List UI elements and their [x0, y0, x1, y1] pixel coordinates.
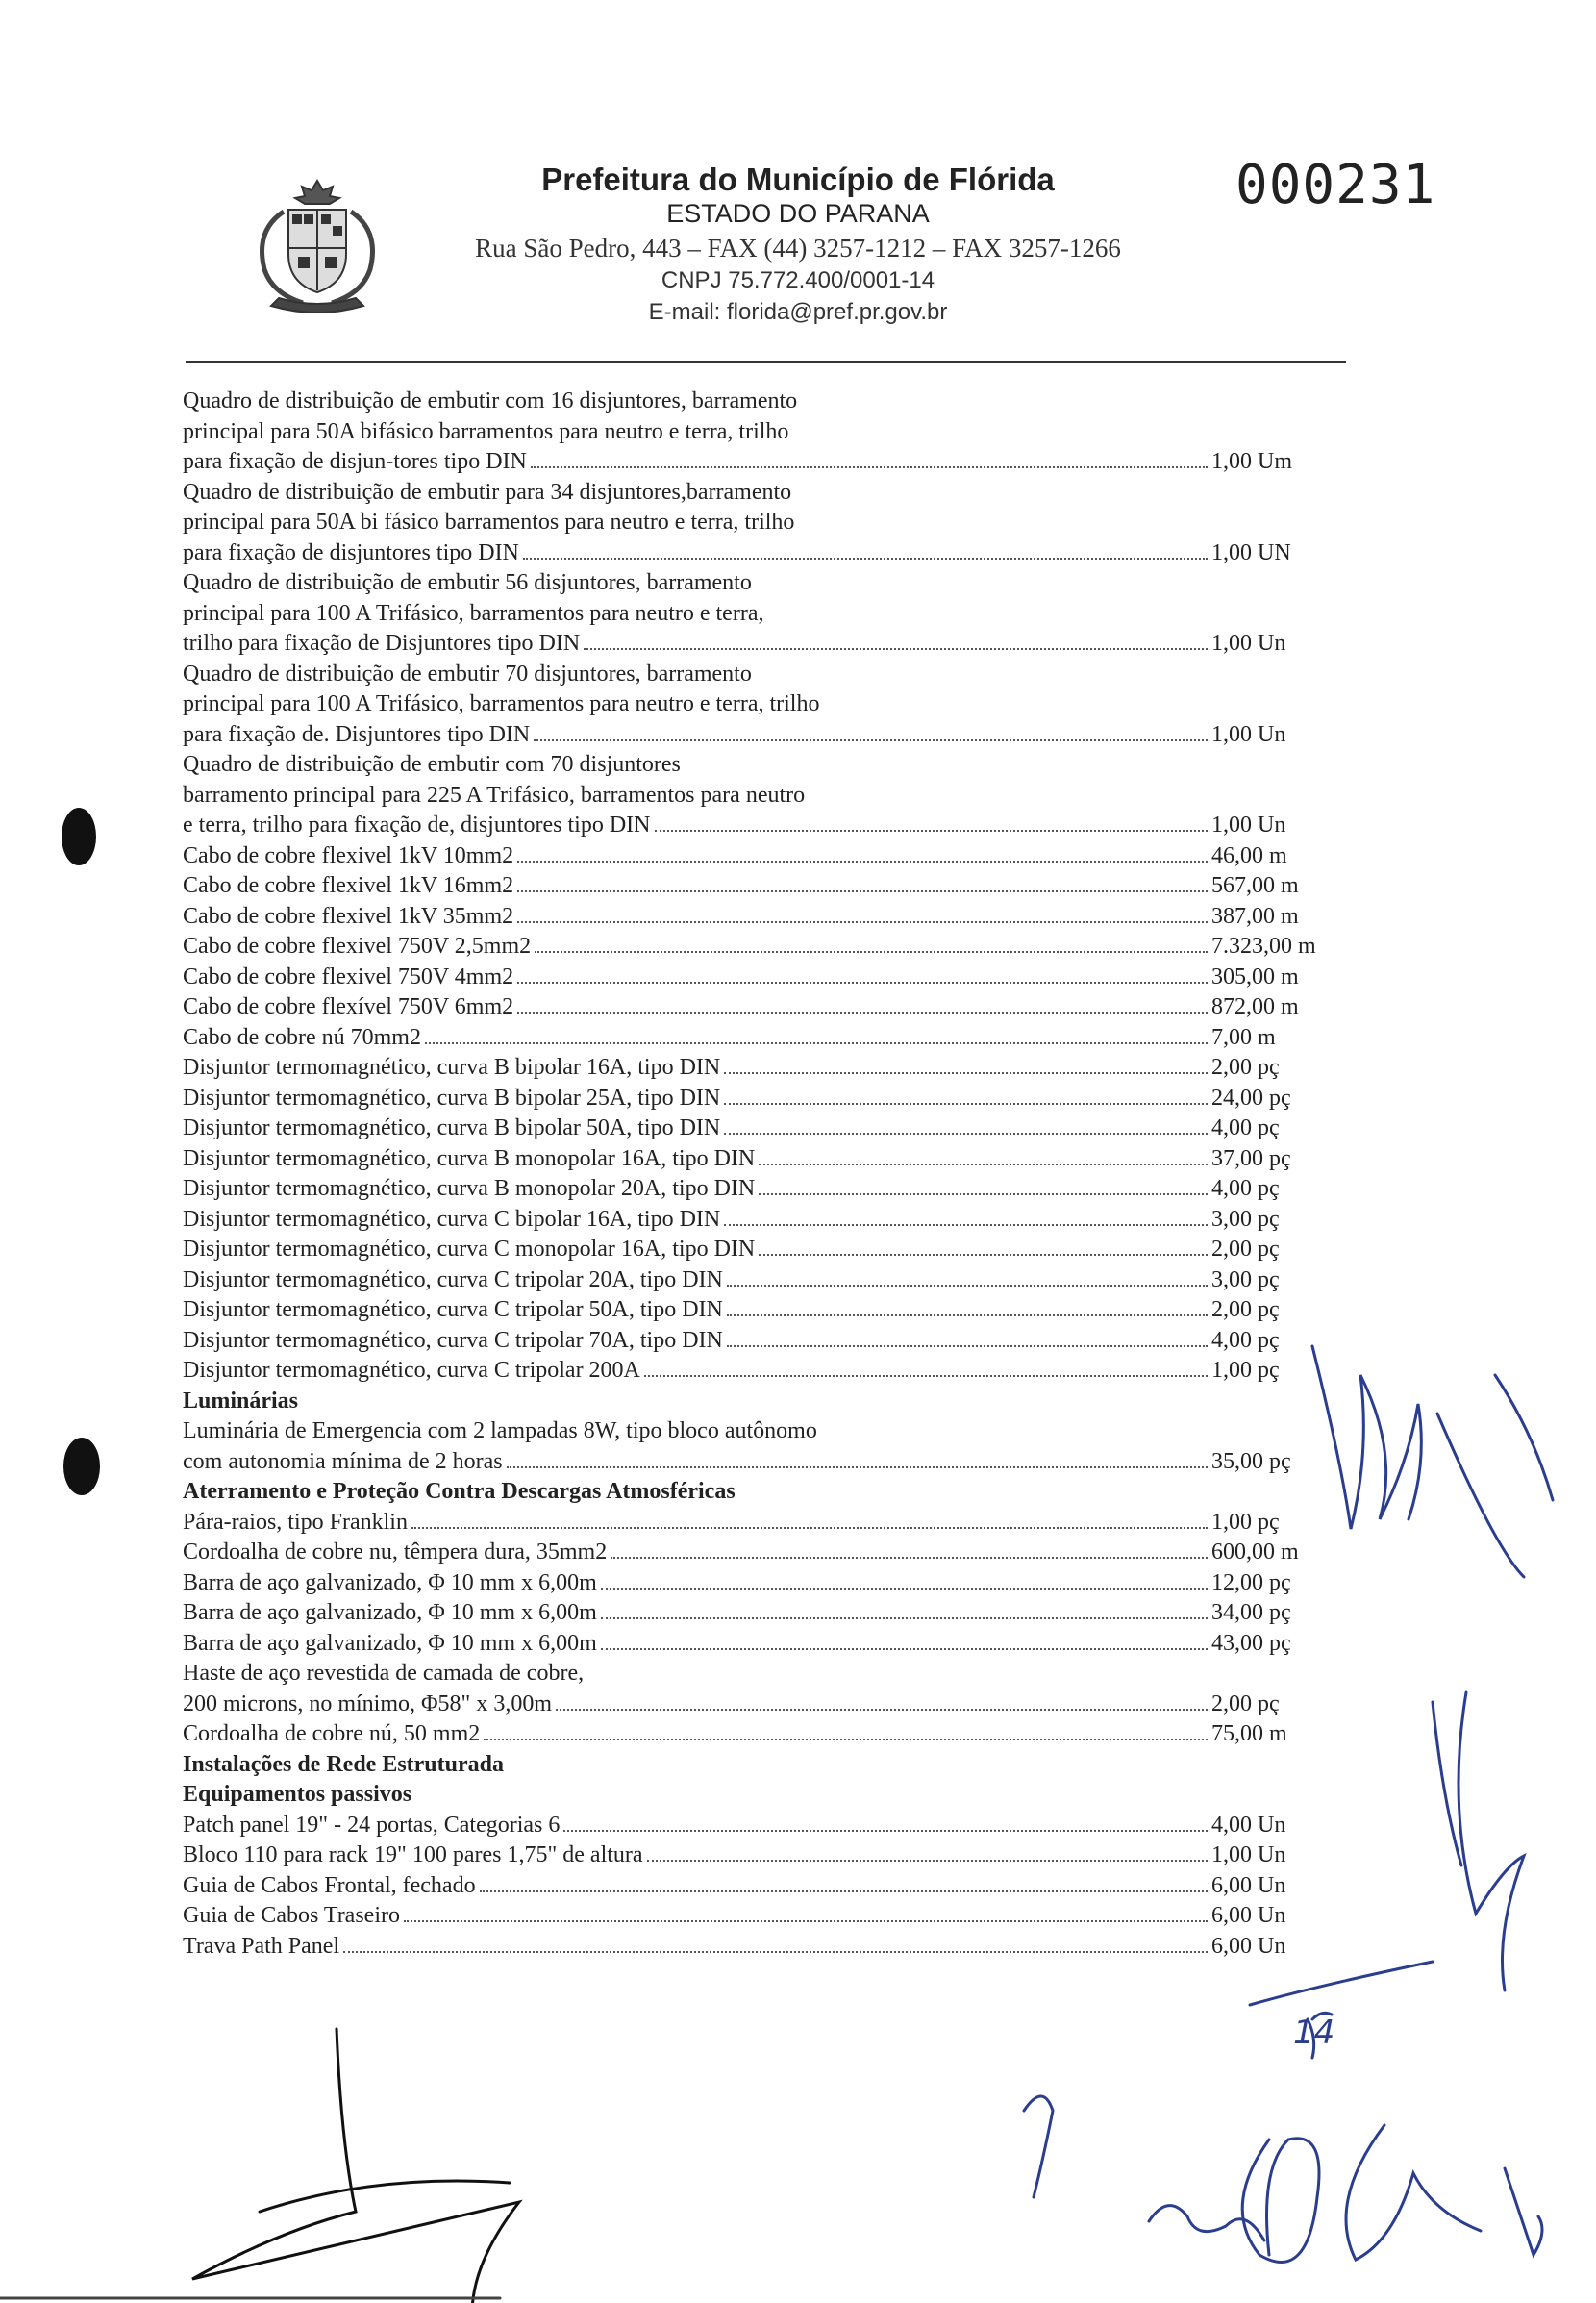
item-quantity: 3,00 pç: [1211, 1206, 1280, 1232]
list-item: [183, 1235, 1317, 1265]
item-text-line: Quadro de distribuição de embutir 70 disjuntores, barramento: [183, 661, 752, 687]
item-description: Bloco 110 para rack 19" 100 pares 1,75" de altura: [183, 1842, 643, 1867]
dotted-leader: [601, 1587, 1208, 1590]
list-item: [183, 1265, 1317, 1296]
header-address: Rua São Pedro, 443 – FAX (44) 3257-1212 – FAX 3257-1266: [475, 234, 1121, 263]
list-item: [183, 1205, 1317, 1236]
item-description: Trava Path Panel: [183, 1933, 340, 1959]
dotted-leader: [343, 1950, 1208, 1953]
signature-mark-3: [1149, 2206, 1264, 2240]
item-quantity: 1,00 Un: [1211, 813, 1286, 838]
item-description: para fixação de disjun-tores tipo DIN: [183, 449, 527, 474]
item-quantity: 75,00 m: [1211, 1721, 1287, 1746]
dotted-leader: [724, 1102, 1208, 1105]
item-text-line: Quadro de distribuição de embutir com 70 disjuntores: [183, 752, 681, 777]
list-item: [183, 1871, 1317, 1902]
item-description: Guia de Cabos Traseiro: [183, 1903, 400, 1928]
dotted-leader: [517, 1011, 1208, 1014]
item-description: Cabo de cobre flexível 750V 6mm2: [183, 994, 514, 1019]
dotted-leader: [601, 1647, 1208, 1650]
list-item: [183, 1356, 1317, 1387]
section-heading: Luminárias: [183, 1388, 299, 1414]
item-description: Cabo de cobre flexivel 1kV 35mm2: [183, 903, 514, 929]
item-list: [183, 387, 1317, 1962]
item-quantity: 567,00 m: [1211, 873, 1299, 898]
item-quantity: 4,00 pç: [1211, 1115, 1280, 1140]
dotted-leader: [727, 1314, 1208, 1316]
punch-hole-top-icon: [62, 808, 96, 865]
dotted-leader: [534, 738, 1208, 741]
item-description: Cordoalha de cobre nu, têmpera dura, 35mm2: [183, 1540, 608, 1565]
item-description: Disjuntor termomagnético, curva B bipolar 25A, tipo DIN: [183, 1085, 721, 1111]
list-item: [183, 1719, 1317, 1750]
dotted-leader: [759, 1253, 1208, 1256]
dotted-leader: [425, 1041, 1208, 1044]
dotted-leader: [647, 1859, 1208, 1862]
handwritten-folio-number: 14: [1293, 2014, 1335, 2052]
item-description: Cordoalha de cobre nú, 50 mm2: [183, 1721, 481, 1746]
dotted-leader: [644, 1374, 1208, 1377]
item-quantity: 1,00 UN: [1211, 539, 1291, 565]
item-text-line: principal para 50A bi fásico barramentos para neutro e terra, trilho: [183, 510, 795, 535]
municipal-crest-icon: [236, 173, 399, 317]
list-item: [183, 1023, 1317, 1054]
dotted-leader: [404, 1919, 1208, 1922]
dotted-leader: [727, 1344, 1208, 1347]
item-description: Disjuntor termomagnético, curva B bipolar 16A, tipo DIN: [183, 1055, 721, 1080]
dotted-leader: [517, 920, 1208, 923]
item-quantity: 12,00 pç: [1211, 1569, 1291, 1595]
item-quantity: 6,00 Un: [1211, 1933, 1286, 1959]
header-cnpj: CNPJ 75.772.400/0001-14: [661, 267, 935, 293]
item-description: para fixação de disjuntores tipo DIN: [183, 539, 519, 565]
list-item: [183, 1084, 1317, 1114]
item-quantity: 1,00 Un: [1211, 1842, 1286, 1867]
item-description: Cabo de cobre flexivel 750V 4mm2: [183, 964, 514, 989]
header-title: Prefeitura do Município de Flórida: [541, 162, 1055, 197]
dotted-leader: [484, 1738, 1208, 1740]
punch-hole-bottom-icon: [63, 1438, 100, 1495]
header-divider: [186, 361, 1346, 363]
list-item: [183, 1144, 1317, 1175]
section-heading: Instalações de Rede Estruturada: [183, 1751, 504, 1777]
list-item: [183, 1114, 1317, 1144]
signature-mark-4: [1505, 2168, 1542, 2255]
item-description: Disjuntor termomagnético, curva B monopolar 16A, tipo DIN: [183, 1145, 756, 1171]
dotted-leader: [584, 647, 1208, 650]
list-item: [183, 1690, 1317, 1720]
dotted-leader: [759, 1163, 1208, 1165]
item-quantity: 2,00 pç: [1211, 1690, 1280, 1716]
list-item: [183, 963, 1317, 993]
item-description: Disjuntor termomagnético, curva C tripolar 200A: [183, 1358, 640, 1383]
dotted-leader: [531, 465, 1208, 468]
item-quantity: 43,00 pç: [1211, 1630, 1291, 1656]
dotted-leader: [563, 1829, 1208, 1832]
item-quantity: 6,00 Un: [1211, 1872, 1286, 1898]
list-item: [183, 1568, 1317, 1599]
item-quantity: 7,00 m: [1211, 1024, 1276, 1050]
item-text-line: Haste de aço revestida de camada de cobre,: [183, 1661, 585, 1686]
item-text-line: Quadro de distribuição de embutir 56 disjuntores, barramento: [183, 570, 752, 595]
dotted-leader: [724, 1071, 1208, 1074]
item-text-line: Quadro de distribuição de embutir com 16 disjuntores, barramento: [183, 388, 798, 413]
item-description: Barra de aço galvanizado, Φ 10 mm x 6,00m: [183, 1569, 597, 1595]
dotted-leader: [535, 950, 1208, 953]
header-state: ESTADO DO PARANA: [666, 199, 930, 228]
item-description: Disjuntor termomagnético, curva C tripolar 70A, tipo DIN: [183, 1327, 723, 1353]
list-item: [183, 1629, 1317, 1660]
item-quantity: 37,00 pç: [1211, 1145, 1291, 1171]
item-quantity: 2,00 pç: [1211, 1297, 1280, 1322]
item-text-line: barramento principal para 225 A Trifásico, barramentos para neutro: [183, 782, 806, 808]
item-quantity: 4,00 Un: [1211, 1812, 1286, 1838]
list-item: [183, 720, 1317, 751]
page-number-stamp: 000231: [1235, 154, 1436, 216]
item-description: Cabo de cobre flexivel 1kV 10mm2: [183, 842, 514, 868]
signature-mark-2: [1346, 2125, 1481, 2260]
list-item: [183, 1598, 1317, 1629]
ledger-underline: [1250, 1962, 1433, 2005]
item-quantity: 305,00 m: [1211, 964, 1299, 989]
list-item: [183, 1326, 1317, 1357]
dotted-leader: [517, 889, 1208, 892]
item-text-line: principal para 100 A Trifásico, barramentos para neutro e terra, trilho: [183, 691, 820, 716]
item-description: Disjuntor termomagnético, curva C monopolar 16A, tipo DIN: [183, 1237, 756, 1262]
item-quantity: 7.323,00 m: [1211, 934, 1316, 959]
item-text-line: principal para 50A bifásico barramentos para neutro e terra, trilho: [183, 418, 789, 444]
item-text-line: Luminária de Emergencia com 2 lampadas 8W, tipo bloco autônomo: [183, 1418, 817, 1443]
section-heading: Aterramento e Proteção Contra Descargas Atmosféricas: [183, 1479, 736, 1504]
item-quantity: 600,00 m: [1211, 1540, 1299, 1565]
item-quantity: 1,00 Um: [1211, 449, 1292, 474]
item-description: Disjuntor termomagnético, curva C tripolar 20A, tipo DIN: [183, 1266, 723, 1292]
item-quantity: 4,00 pç: [1211, 1327, 1280, 1353]
signature-mark-5: [1024, 2096, 1053, 2197]
dotted-leader: [507, 1465, 1208, 1468]
list-item: [183, 1447, 1317, 1478]
list-item: [183, 1295, 1317, 1326]
dotted-leader: [517, 981, 1208, 984]
list-item: [183, 1538, 1317, 1568]
item-quantity: 1,00 pç: [1211, 1358, 1280, 1383]
item-text-line: principal para 100 A Trifásico, barramentos para neutro e terra,: [183, 600, 764, 626]
list-item: [183, 1840, 1317, 1871]
item-quantity: 4,00 pç: [1211, 1176, 1280, 1201]
header-email: E-mail: florida@pref.pr.gov.br: [648, 299, 948, 325]
item-description: Barra de aço galvanizado, Φ 10 mm x 6,00m: [183, 1600, 597, 1625]
item-description: Barra de aço galvanizado, Φ 10 mm x 6,00m: [183, 1630, 597, 1656]
list-item: [183, 447, 1317, 478]
dotted-leader: [601, 1616, 1208, 1619]
item-description: Disjuntor termomagnético, curva B bipolar 50A, tipo DIN: [183, 1115, 721, 1140]
dotted-leader: [517, 860, 1208, 863]
list-item: [183, 538, 1317, 569]
list-item: [183, 871, 1317, 902]
item-text-line: Quadro de distribuição de embutir para 34 disjuntores,barramento: [183, 479, 792, 505]
dotted-leader: [411, 1526, 1208, 1529]
dotted-leader: [727, 1284, 1208, 1287]
margin-initial-1: [1312, 1346, 1421, 1529]
dotted-leader: [759, 1192, 1208, 1195]
item-quantity: 1,00 Un: [1211, 631, 1286, 656]
list-item: [183, 629, 1317, 660]
item-description: Cabo de cobre nú 70mm2: [183, 1024, 421, 1050]
list-item: [183, 1053, 1317, 1084]
list-item: [183, 1901, 1317, 1932]
item-quantity: 46,00 m: [1211, 842, 1287, 868]
section-heading: Equipamentos passivos: [183, 1782, 412, 1807]
dotted-leader: [480, 1890, 1208, 1892]
dotted-leader: [611, 1556, 1208, 1559]
margin-initial-2: [1459, 1692, 1524, 1990]
item-quantity: 24,00 pç: [1211, 1085, 1291, 1111]
list-item: [183, 1932, 1317, 1963]
item-description: com autonomia mínima de 2 horas: [183, 1448, 503, 1474]
dotted-leader: [523, 557, 1208, 560]
item-description: trilho para fixação de Disjuntores tipo DIN: [183, 631, 581, 656]
item-description: Guia de Cabos Frontal, fechado: [183, 1872, 476, 1898]
item-description: Patch panel 19" - 24 portas, Categorias 6: [183, 1812, 561, 1838]
item-quantity: 35,00 pç: [1211, 1448, 1291, 1474]
dotted-leader: [655, 829, 1209, 832]
list-item: [183, 932, 1317, 963]
list-item: [183, 1508, 1317, 1539]
signature-mayor: [192, 2029, 519, 2303]
item-description: Disjuntor termomagnético, curva B monopolar 20A, tipo DIN: [183, 1176, 756, 1201]
item-quantity: 34,00 pç: [1211, 1600, 1291, 1625]
item-quantity: 6,00 Un: [1211, 1903, 1286, 1928]
item-description: Disjuntor termomagnético, curva C bipolar 16A, tipo DIN: [183, 1206, 721, 1232]
item-quantity: 2,00 pç: [1211, 1055, 1280, 1080]
item-description: Pára-raios, tipo Franklin: [183, 1509, 408, 1535]
item-description: Cabo de cobre flexivel 1kV 16mm2: [183, 873, 514, 898]
dotted-leader: [724, 1223, 1208, 1226]
item-quantity: 1,00 pç: [1211, 1509, 1280, 1535]
dotted-leader: [556, 1708, 1208, 1711]
item-quantity: 3,00 pç: [1211, 1266, 1280, 1292]
item-description: Disjuntor termomagnético, curva C tripolar 50A, tipo DIN: [183, 1297, 723, 1322]
list-item: [183, 811, 1317, 841]
item-description: e terra, trilho para fixação de, disjuntores tipo DIN: [183, 813, 651, 838]
item-quantity: 1,00 Un: [1211, 721, 1286, 747]
item-description: Cabo de cobre flexivel 750V 2,5mm2: [183, 934, 532, 959]
signature-mark-1: [1242, 2139, 1319, 2263]
list-item: [183, 902, 1317, 933]
item-quantity: 387,00 m: [1211, 903, 1299, 929]
list-item: [183, 1811, 1317, 1841]
list-item: [183, 1174, 1317, 1205]
item-description: para fixação de. Disjuntores tipo DIN: [183, 721, 531, 747]
item-quantity: 872,00 m: [1211, 994, 1299, 1019]
dotted-leader: [724, 1132, 1208, 1135]
item-quantity: 2,00 pç: [1211, 1237, 1280, 1262]
item-description: 200 microns, no mínimo, Φ58" x 3,00m: [183, 1690, 552, 1716]
list-item: [183, 841, 1317, 872]
list-item: [183, 992, 1317, 1023]
